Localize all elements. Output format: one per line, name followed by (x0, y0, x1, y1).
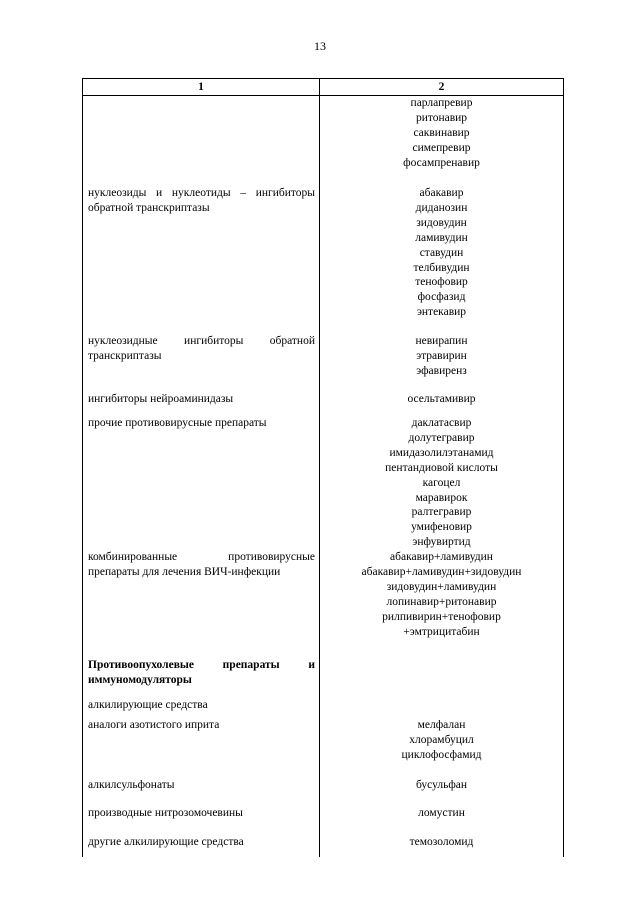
table-row (83, 718, 564, 778)
drug-name: зидовудин+ламивудин (386, 580, 497, 593)
drug-name: ламивудин (415, 231, 468, 244)
column-header-2: 2 (320, 79, 564, 96)
group-cell (83, 778, 320, 806)
group-cell (83, 658, 320, 698)
drug-name: мелфалан (417, 719, 466, 732)
drug-name: тенофовир (415, 276, 468, 289)
drug-name: абакавир (419, 187, 464, 199)
group-cell (83, 550, 320, 658)
drug-name: энфувиртид (412, 536, 471, 549)
group-label: аналоги азотистого иприта (88, 719, 220, 732)
drug-name: +эмтрицитабин (403, 625, 480, 638)
drug-name: осельтамивир (407, 393, 476, 405)
drug-cell (320, 416, 564, 550)
group-cell (83, 806, 320, 835)
table-row (83, 334, 564, 392)
drug-name: невирапин (415, 335, 468, 347)
group-label: прочие противовирусные препараты (88, 417, 267, 429)
section-heading: Противоопухолевые препараты и (88, 659, 315, 672)
group-label: другие алкилирующие средства (88, 836, 244, 849)
drug-name: фосампренавир (403, 156, 480, 169)
group-label: транскриптазы (88, 349, 162, 362)
group-cell (83, 334, 320, 392)
drug-name: ритонавир (415, 111, 468, 124)
group-label: производные нитрозомочевины (88, 807, 243, 820)
drug-name: долутегравир (408, 431, 475, 444)
drug-name: зидовудин (416, 216, 467, 229)
drug-name: симепревир (412, 141, 471, 154)
group-cell (83, 718, 320, 778)
drug-name: парлапревир (410, 97, 473, 109)
drug-name: лопинавир+ритонавир (386, 595, 497, 608)
drug-name: ралтегравир (411, 506, 472, 519)
group-label: обратной транскриптазы (88, 201, 210, 214)
drug-name: даклатасвир (411, 417, 472, 429)
drug-name: бусульфан (415, 779, 468, 792)
drug-name: этравирин (416, 349, 467, 362)
drug-name: ломустин (418, 807, 465, 820)
table-row (83, 778, 564, 806)
table-header-row (83, 79, 564, 96)
table-row (83, 416, 564, 550)
drug-cell (320, 658, 564, 698)
table-row (83, 392, 564, 416)
drug-name: пентандиовой кислоты (385, 461, 498, 474)
drug-cell (320, 778, 564, 806)
drug-cell (320, 550, 564, 658)
drug-cell (320, 334, 564, 392)
drug-name: ставудин (419, 246, 464, 259)
drug-cell (320, 392, 564, 416)
page-number: 13 (314, 39, 326, 53)
group-cell (83, 186, 320, 334)
column-header-1: 1 (83, 79, 320, 96)
group-label: нуклеозидные ингибиторы обратной (88, 335, 315, 347)
table-row (83, 835, 564, 857)
drug-name: абакавир+ламивудин+зидовудин (361, 566, 522, 579)
drug-cell (320, 186, 564, 334)
drug-name: темозоломид (409, 836, 474, 849)
drug-cell (320, 698, 564, 718)
drug-cell (320, 806, 564, 835)
table-row (83, 96, 564, 187)
table-row (83, 806, 564, 835)
group-cell (83, 835, 320, 857)
drug-name: имидазолилэтанамид (389, 446, 494, 459)
group-label: алкилирующие средства (88, 699, 208, 712)
table-row (83, 550, 564, 658)
drug-name: рилпивирин+тенофовир (382, 610, 501, 623)
group-label: препараты для лечения ВИЧ-инфекции (88, 566, 281, 579)
drug-name: энтекавир (416, 306, 467, 319)
drug-cell (320, 718, 564, 778)
drug-table (82, 78, 564, 857)
drug-name: хлорамбуцил (409, 734, 474, 747)
drug-name: фосфазид (417, 291, 466, 304)
table-row (83, 698, 564, 718)
drug-name: эфавиренз (416, 364, 467, 377)
table-row (83, 658, 564, 698)
drug-cell (320, 96, 564, 187)
drug-name: умифеновир (411, 521, 472, 534)
group-label: комбинированные противовирусные (88, 551, 315, 564)
drug-name: абакавир+ламивудин (390, 551, 493, 564)
group-label: алкилсульфонаты (88, 779, 175, 792)
group-cell (83, 96, 320, 187)
group-label: ингибиторы нейроаминидазы (88, 393, 234, 405)
group-cell (83, 416, 320, 550)
group-label: нуклеозиды и нуклеотиды – ингибиторы (88, 187, 315, 199)
drug-name: телбивудин (413, 261, 470, 274)
section-heading: иммуномодуляторы (88, 674, 192, 687)
drug-name: кагоцел (422, 476, 461, 489)
drug-name: саквинавир (413, 126, 470, 139)
drug-cell (320, 835, 564, 857)
group-cell (83, 392, 320, 416)
group-cell (83, 698, 320, 718)
drug-name: циклофосфамид (401, 748, 482, 761)
drug-name: маравирок (415, 491, 468, 504)
table-row (83, 186, 564, 334)
drug-name: диданозин (415, 201, 468, 214)
